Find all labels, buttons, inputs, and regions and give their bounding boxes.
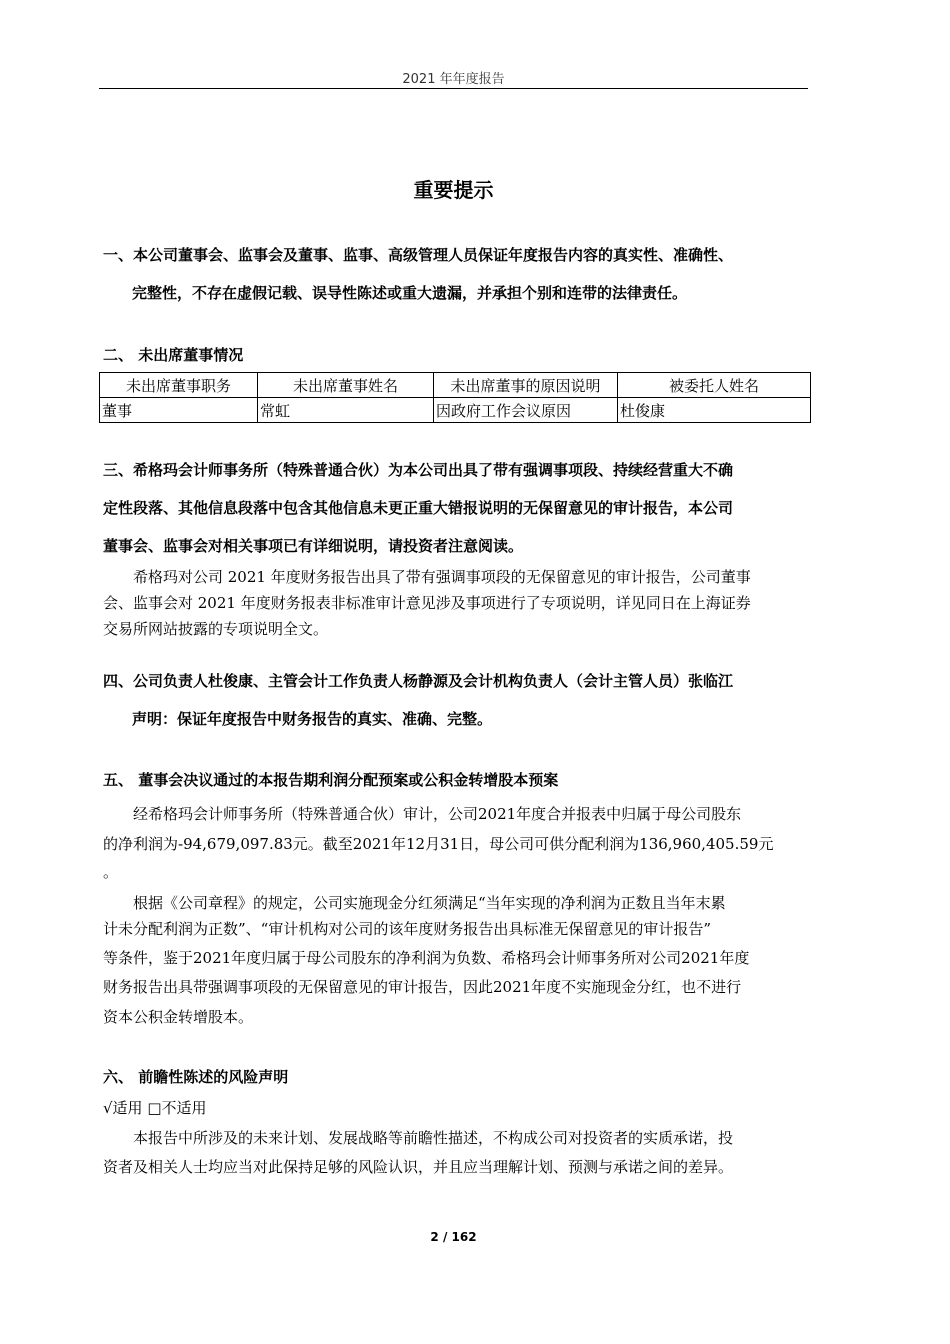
header-rule <box>99 88 808 89</box>
section-3-paragraph-line-2: 会、监事会对 2021 年度财务报表非标准审计意见涉及事项进行了专项说明，详见同日在上海证券 <box>103 594 751 612</box>
table-cell: 因政府工作会议原因 <box>434 398 618 423</box>
section-6-paragraph-line-2: 资者及相关人士均应当对此保持足够的风险认识，并且应当理解计划、预测与承诺之间的差异。 <box>103 1158 734 1176</box>
section-2-heading: 二、 未出席董事情况 <box>103 346 244 364</box>
section-5-p1-line-1: 经希格玛会计师事务所（特殊普通合伙）审计，公司2021年度合并报表中归属于母公司股东 <box>133 805 742 823</box>
section-6-paragraph-line-1: 本报告中所涉及的未来计划、发展战略等前瞻性描述，不构成公司对投资者的实质承诺，投 <box>133 1129 734 1147</box>
section-1-line-2: 完整性，不存在虚假记载、误导性陈述或重大遗漏，并承担个别和连带的法律责任。 <box>132 284 688 302</box>
table-header-cell: 被委托人姓名 <box>618 373 811 398</box>
section-6-heading: 六、 前瞻性陈述的风险声明 <box>103 1068 289 1086</box>
table-header-cell: 未出席董事职务 <box>100 373 258 398</box>
absent-directors-table <box>99 372 811 423</box>
section-5-heading: 五、 董事会决议通过的本报告期利润分配预案或公积金转增股本预案 <box>103 771 559 789</box>
page-number: 2 / 162 <box>430 1230 477 1244</box>
section-5-p2-line-5: 资本公积金转增股本。 <box>103 1008 254 1026</box>
section-1-line-1: 一、本公司董事会、监事会及董事、监事、高级管理人员保证年度报告内容的真实性、准确性、 <box>103 246 734 264</box>
section-5-p2-line-4: 财务报告出具带强调事项段的无保留意见的审计报告，因此2021年度不实施现金分红，也不进行 <box>103 978 742 996</box>
section-5-p1-line-3: 。 <box>103 863 119 881</box>
table-row <box>100 398 811 423</box>
section-5-p2-line-3: 等条件，鉴于2021年度归属于母公司股东的净利润为负数、希格玛会计师事务所对公司2021年度 <box>103 949 750 967</box>
section-3-line-3: 董事会、监事会对相关事项已有详细说明，请投资者注意阅读。 <box>103 537 524 555</box>
section-3-line-2: 定性段落、其他信息段落中包含其他信息未更正重大错报说明的无保留意见的审计报告，本公司 <box>103 499 734 517</box>
applicability-options: √适用 □不适用 <box>103 1099 207 1117</box>
section-5-p2-line-1: 根据《公司章程》的规定，公司实施现金分红须满足“当年实现的净利润为正数且当年末累 <box>133 894 726 912</box>
section-5-p1-line-2: 的净利润为-94,679,097.83元。截至2021年12月31日，母公司可供分配利润为136,960,405.59元 <box>103 835 774 853</box>
page-title: 重要提示 <box>413 178 494 202</box>
table-cell: 董事 <box>100 398 258 423</box>
table-header-row <box>100 373 811 398</box>
table-header-cell: 未出席董事的原因说明 <box>434 373 618 398</box>
running-header: 2021 年年度报告 <box>402 72 505 87</box>
section-4-line-2: 声明：保证年度报告中财务报告的真实、准确、完整。 <box>132 710 493 728</box>
section-3-paragraph-line-1: 希格玛对公司 2021 年度财务报告出具了带有强调事项段的无保留意见的审计报告，公司董事 <box>133 568 751 586</box>
section-3-paragraph-line-3: 交易所网站披露的专项说明全文。 <box>103 620 329 638</box>
table-cell: 杜俊康 <box>618 398 811 423</box>
section-4-line-1: 四、公司负责人杜俊康、主管会计工作负责人杨静源及会计机构负责人（会计主管人员）张临江 <box>103 672 734 690</box>
table-cell: 常虹 <box>258 398 434 423</box>
section-5-p2-line-2: 计未分配利润为正数”、“审计机构对公司的该年度财务报告出具标准无保留意见的审计报告” <box>103 920 712 938</box>
section-3-line-1: 三、希格玛会计师事务所（特殊普通合伙）为本公司出具了带有强调事项段、持续经营重大不确 <box>103 461 734 479</box>
table-header-cell: 未出席董事姓名 <box>258 373 434 398</box>
